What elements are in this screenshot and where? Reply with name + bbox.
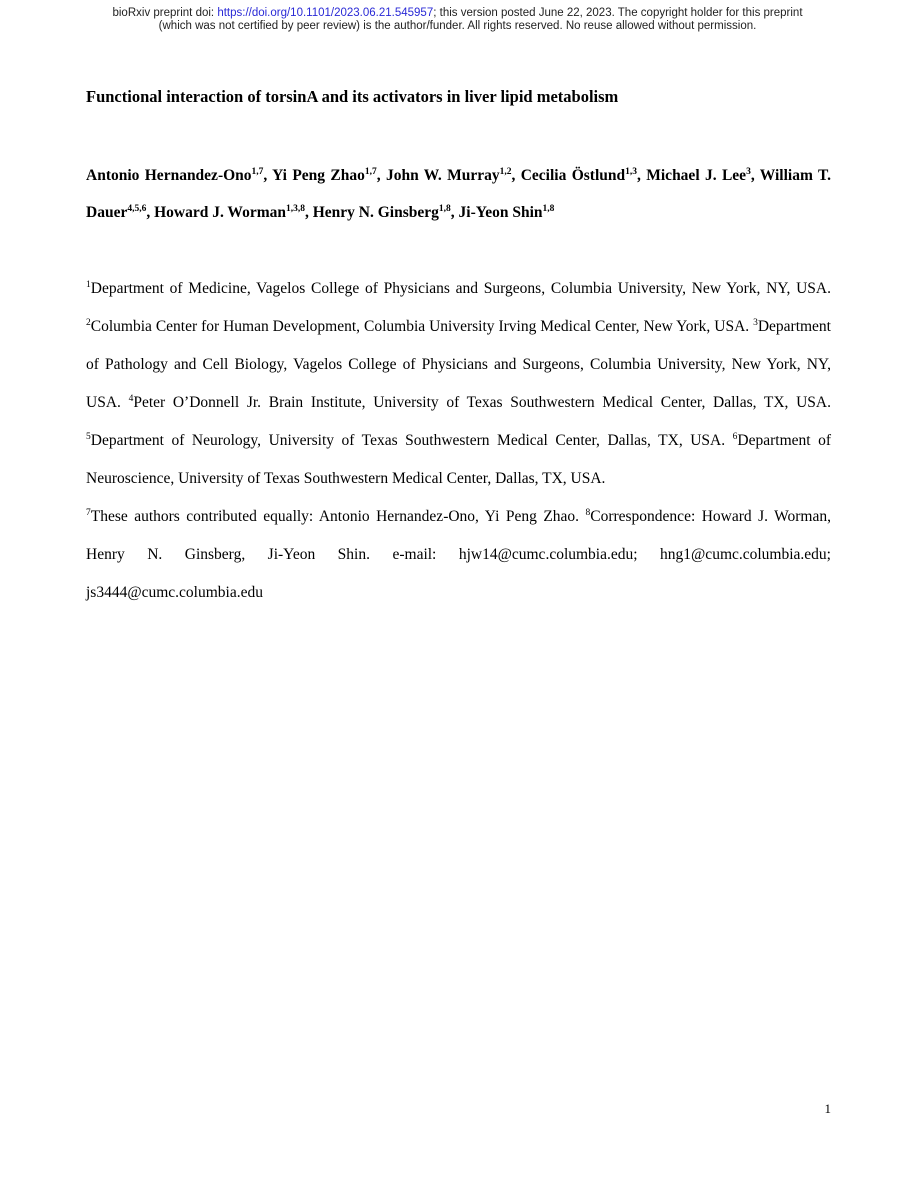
author-affiliation-marker: 4,5,6 [127, 203, 147, 214]
author-separator: , [304, 204, 313, 221]
author [272, 167, 386, 184]
author-name: Ji-Yeon Shin [458, 204, 543, 221]
author-notes [86, 498, 831, 612]
paper-title: Functional interaction of torsinA and its activators in liver lipid metabolism [86, 87, 619, 106]
notice-prefix: bioRxiv preprint doi: [112, 7, 218, 19]
note-marker: 7 [86, 507, 91, 518]
affiliation-marker: 5 [86, 431, 91, 442]
affiliation-text: Department of Pathology and Cell Biology, Vagelos College of Physicians and Surgeons, Columbia University, New York, NY, USA. [86, 318, 831, 411]
affiliation-text: Department of Neurology, University of Texas Southwestern Medical Center, Dallas, TX, USA. [90, 432, 733, 449]
doi-link[interactable]: https://doi.org/10.1101/2023.06.21.545957 [217, 7, 434, 19]
affiliation-marker: 6 [732, 431, 738, 442]
author [313, 204, 459, 221]
author-affiliation-marker: 1,7 [364, 166, 377, 177]
note-text: Correspondence: Howard J. Worman, Henry N. Ginsberg, Ji-Yeon Shin. e-mail: hjw14@cumc.columbia.edu; hng1@cumc.columbia.edu; js3444@cumc.columbia.edu [86, 508, 831, 601]
affiliation-marker: 3 [753, 317, 758, 328]
author [521, 167, 647, 184]
affiliation-text: Department of Medicine, Vagelos College of Physicians and Surgeons, Columbia University, New York, NY, USA. [90, 280, 831, 297]
page-number: 1 [824, 1101, 831, 1116]
affiliation-list [86, 270, 831, 498]
author [459, 204, 555, 221]
author-affiliation-marker: 1,2 [499, 166, 512, 177]
author-separator: , [376, 167, 386, 184]
affiliation-marker: 2 [86, 317, 91, 328]
preprint-notice-line1 [40, 7, 875, 20]
author [154, 204, 313, 221]
affiliation-text: Peter O’Donnell Jr. Brain Institute, University of Texas Southwestern Medical Center, Dallas, TX, USA. [133, 394, 831, 411]
affiliation-text: Columbia Center for Human Development, Columbia University Irving Medical Center, New York, USA. [90, 318, 754, 335]
author-affiliation-marker: 3 [746, 166, 751, 177]
author-name: Cecilia Östlund [520, 167, 626, 184]
author-affiliation-marker: 1,8 [542, 203, 555, 214]
affiliation-text: Department of Neuroscience, University of Texas Southwestern Medical Center, Dallas, TX, USA. [86, 432, 832, 487]
author-affiliation-marker: 1,3,8 [285, 203, 305, 214]
author-name: William T. Dauer [86, 167, 832, 221]
author [386, 167, 521, 184]
note-text: These authors contributed equally: Antonio Hernandez-Ono, Yi Peng Zhao. [90, 508, 586, 525]
affiliations-block [86, 270, 831, 612]
author [646, 167, 760, 184]
author-separator: , [511, 167, 521, 184]
author-name: Michael J. Lee [646, 167, 747, 184]
author-separator: , [750, 167, 760, 184]
author-separator: , [263, 167, 273, 184]
affiliation-marker: 1 [86, 279, 91, 290]
author-name: John W. Murray [385, 167, 500, 184]
author-name: Yi Peng Zhao [272, 167, 365, 184]
note-marker: 8 [585, 507, 591, 518]
affiliation-marker: 4 [128, 393, 134, 404]
author-separator: , [637, 167, 647, 184]
author [86, 167, 272, 184]
author-name: Antonio Hernandez-Ono [86, 167, 252, 184]
preprint-notice-line2: (which was not certified by peer review) is the author/funder. All rights reserved. No reuse allowed without permission. [158, 20, 757, 32]
preprint-notice [40, 7, 875, 33]
author-name: Howard J. Worman [154, 204, 286, 221]
author-affiliation-marker: 1,7 [251, 166, 264, 177]
author-affiliation-marker: 1,8 [438, 203, 451, 214]
notice-suffix: ; this version posted June 22, 2023. The copyright holder for this preprint [433, 7, 803, 19]
author-separator: , [450, 204, 459, 221]
author-affiliation-marker: 1,3 [625, 166, 638, 177]
author-separator: , [146, 204, 155, 221]
author-list [86, 157, 831, 231]
author-name: Henry N. Ginsberg [312, 204, 439, 221]
